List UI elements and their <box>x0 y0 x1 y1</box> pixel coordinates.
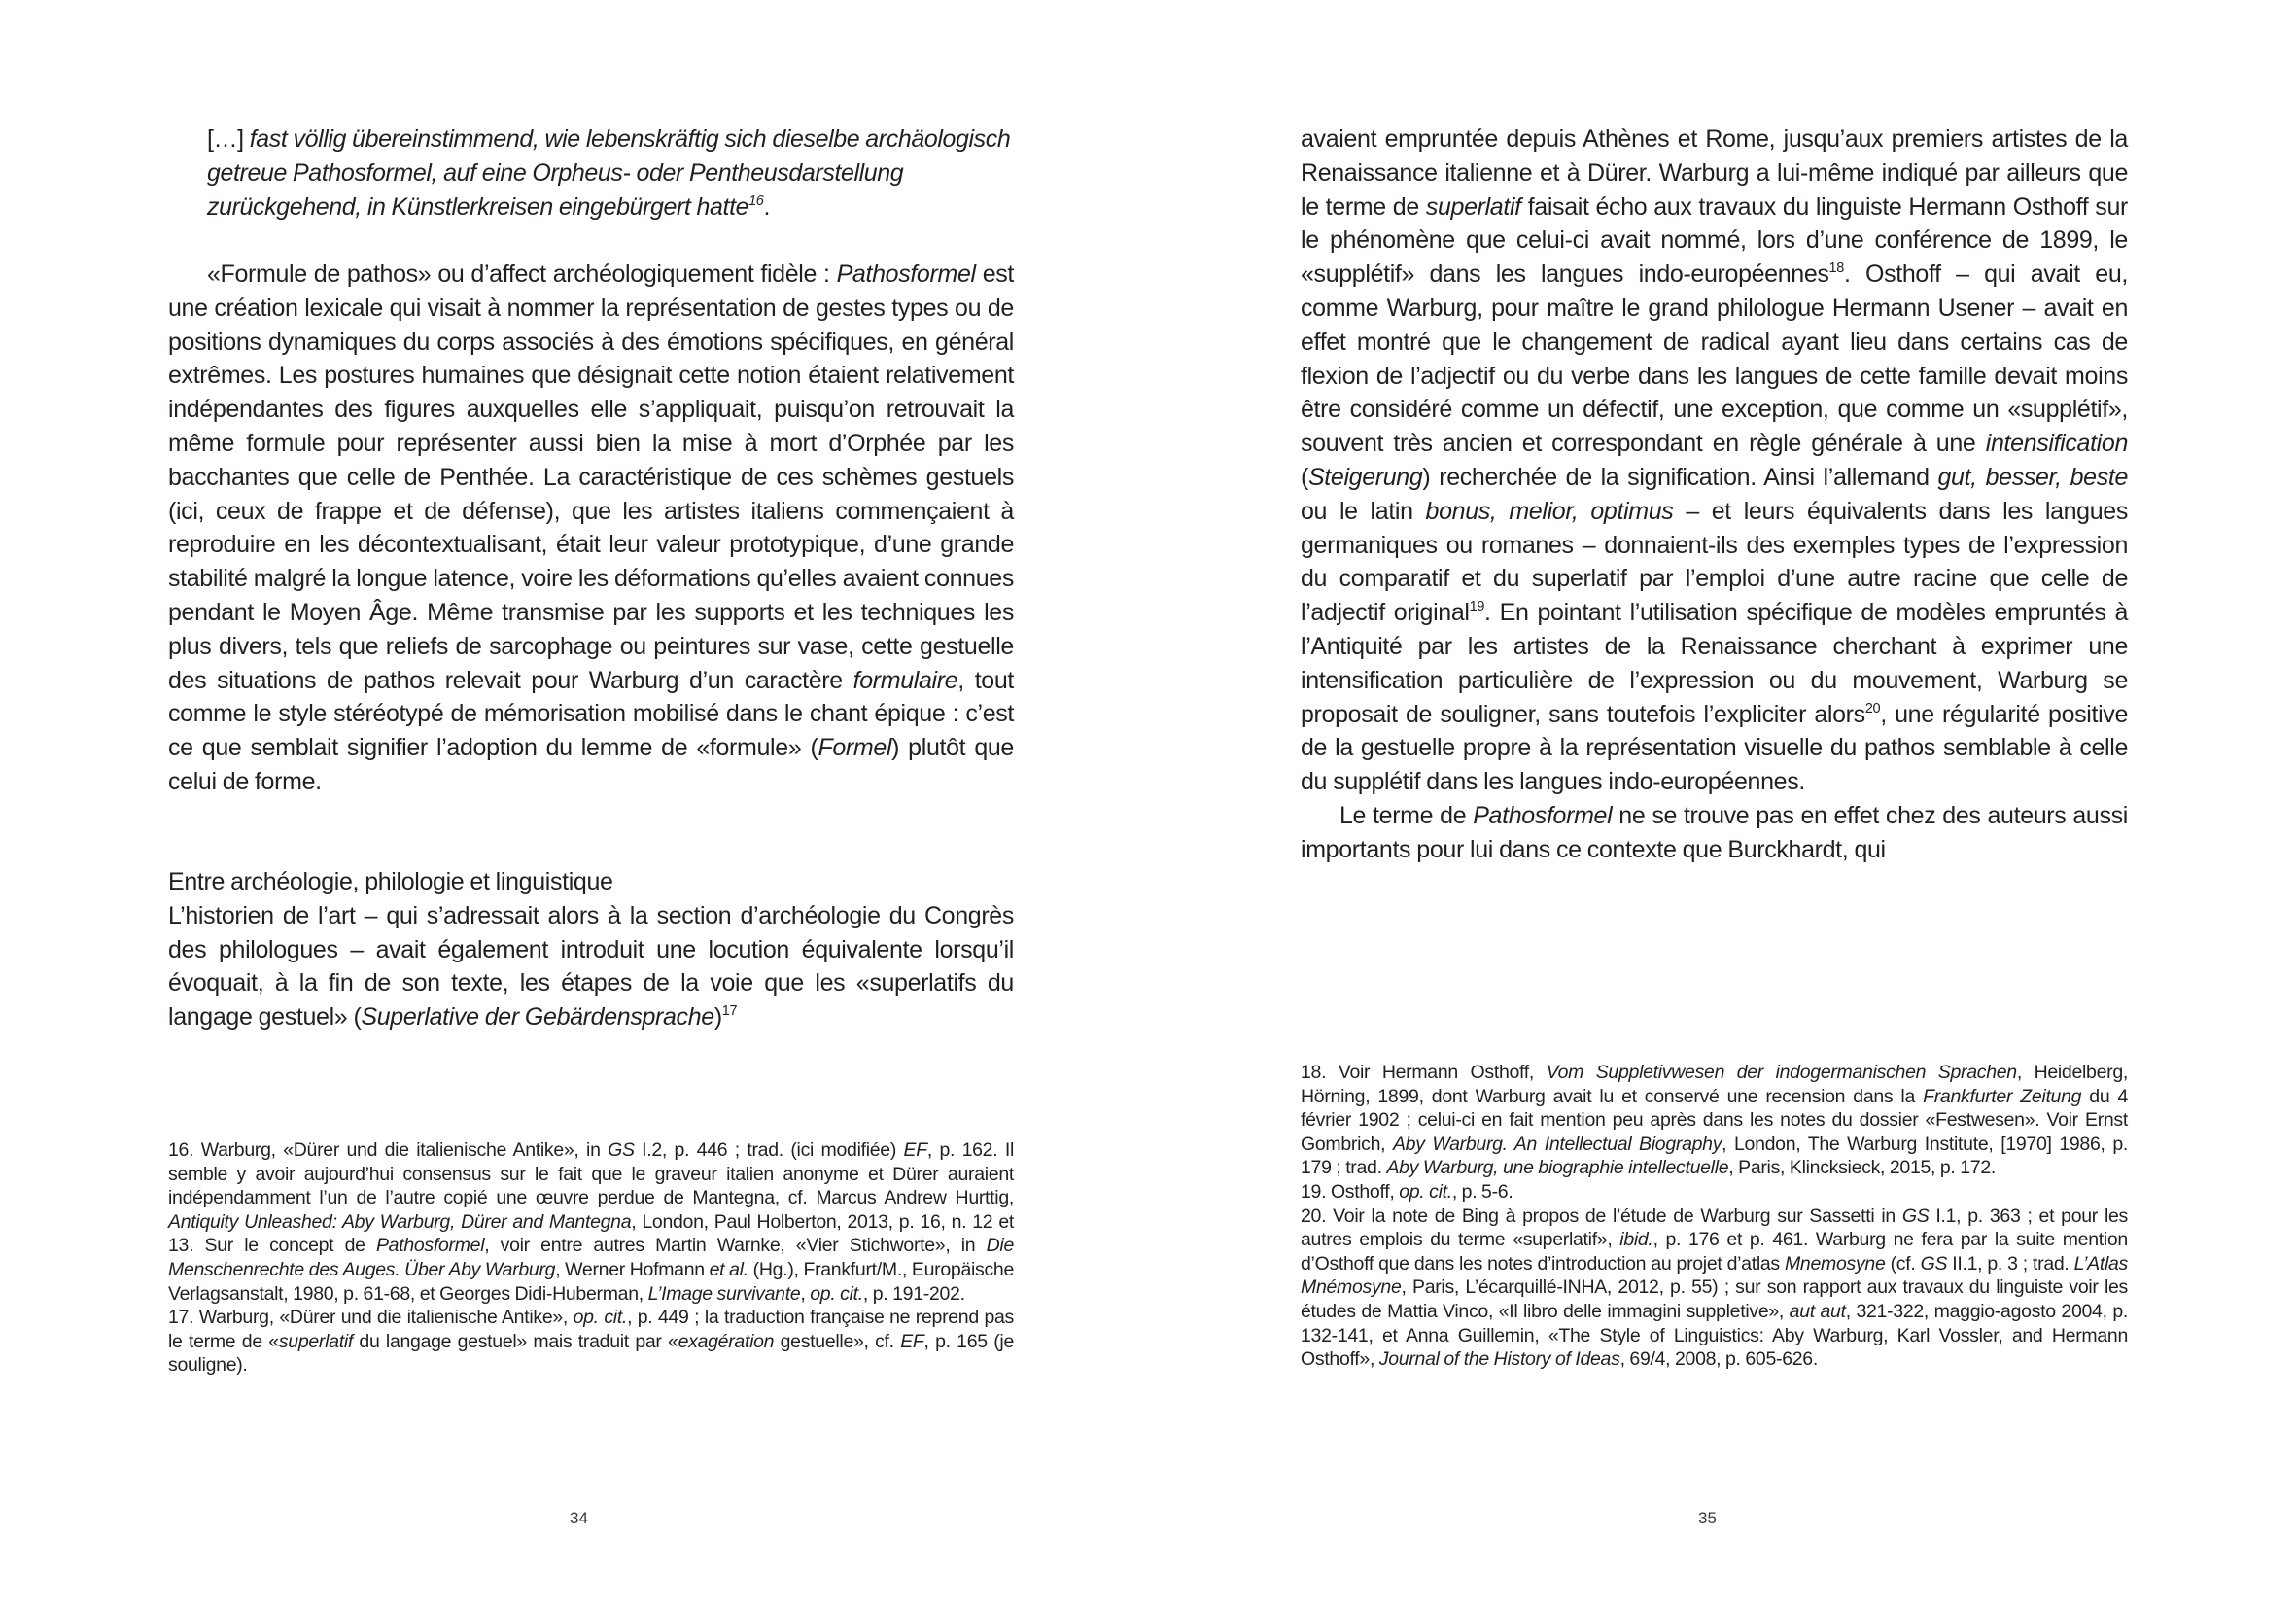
page-number-right: 35 <box>1698 1509 1717 1527</box>
footnote-ref-18[interactable]: 18 <box>1828 261 1844 277</box>
term-superlatif: superlatif <box>1425 192 1521 221</box>
paragraph-suppletif: avaient empruntée depuis Athènes et Rome, jusqu’aux premiers artistes de la Renaissance italienne et à Dürer. Warburg a lui-même indiqué par ailleurs que le terme de superlatif faisait écho aux travaux du linguiste Hermann Osthoff sur le phénomène que celui-ci avait nommé, lors d’une conférence de 1899, le «supplétif» dans les langues indo-européennes$^{18}$. Osthoff – qui avait eu, comme Warburg, pour maître le grand philologue Hermann Usener – avait en effet montré que le changement de radical ayant lieu dans certains cas de flexion de l’adjectif ou du verbe dans les langues de cette famille devait moins être considéré comme un défectif, une exception, que comme un «supplétif», souvent très ancien et correspondant en règle générale à une intensification (Steigerung) recherchée de la signification. Ainsi l’allemand gut, besser, beste ou le latin bonus, melior, optimus – et leurs équivalents dans les langues germaniques ou romanes – donnaient-ils des exemples types de l’expression du comparatif et du superlatif par l’emploi d’une autre racine que celle de l’adjectif original$^{19}$. En pointant l’utilisation spécifique de modèles empruntés à l’Antiquité par les artistes de la Renaissance cherchant à exprimer une intensification particulière de l’expression ou du mouvement, Warburg se proposait de souligner, sans toutefois l’expliciter alors$^{20}$, une régularité positive de la gestuelle propre à la représentation visuelle du pathos semblable à celle du supplétif dans les langues indo-européennes. <box>1301 125 2129 796</box>
footnote-number: 19. <box>1301 1180 1331 1203</box>
quote-text: fast völlig übereinstimmend, wie lebenskräftig sich dieselbe archäologisch getreue Pathosformel, auf eine Orpheus- oder Pentheusdarstellung zurückgehend, in Künstlerkreisen eingebürgert hatte <box>207 125 1011 221</box>
right-main-text <box>1301 122 2128 867</box>
term-formulaire: formulaire <box>852 666 958 694</box>
footnote-ref-20[interactable]: 20 <box>1864 700 1881 716</box>
right-footnotes <box>1301 1061 2128 1372</box>
paragraph-burckhardt: Le terme de Pathosformel ne se trouve pas en effet chez des auteurs aussi importants pour lui dans ce contexte que Burckhardt, qui <box>1301 801 2128 863</box>
footnote-ref-17[interactable]: 17 <box>721 1003 738 1020</box>
left-main-text <box>168 258 1014 799</box>
right-page <box>1148 0 2296 1607</box>
footnote: 19. Osthoff, op. cit., p. 5-6. <box>1301 1180 1513 1203</box>
left-section <box>168 865 1014 1034</box>
page-number-left: 34 <box>570 1509 588 1527</box>
term-superlative: Superlative der Gebärdensprache <box>361 1003 714 1031</box>
term-gut-besser-beste: gut, besser, beste <box>1937 463 2128 491</box>
term-pathosformel-2: Pathosformel <box>1473 801 1613 829</box>
footnote-number: 18. <box>1301 1062 1339 1083</box>
footnote-number: 17. <box>168 1307 199 1329</box>
paragraph-pathosformel: «Formule de pathos» ou d’affect archéologiquement fidèle : Pathosformel est une création lexicale qui visait à nommer la représentation de gestes types ou de positions dynamiques du corps associés à des émotions spécifiques, en général extrêmes. Les postures humaines que désignait cette notion étaient relativement indépendantes des figures auxquelles elle s’appliquait, puisqu’on retrouvait la même formule pour représenter aussi bien la mise à mort d’Orphée par les bacchantes que celle de Penthée. La caractéristique de ces schèmes gestuels (ici, ceux de frappe et de défense), que les artistes italiens commençaient à reproduire en les décontextualisant, était leur valeur prototypique, d’une grande stabilité malgré la longue latence, voire les déformations qu’elles avaient connues pendant le Moyen Âge. Même transmise par les supports et les techniques les plus divers, tels que reliefs de sarcophage ou peintures sur vase, cette gestuelle des situations de pathos relevait pour Warburg d’un caractère formulaire, tout comme le style stéréotypé de mémorisation mobilisé dans le chant épique : c’est ce que semblait signifier l’adoption du lemme de «formule» (Formel) plutôt que celui de forme. <box>168 261 1014 795</box>
footnote-ref-16[interactable]: 16 <box>748 192 764 209</box>
term-intensification: intensification <box>1985 430 2128 458</box>
term-pathosformel: Pathosformel <box>836 261 976 288</box>
footnote-number: 16. <box>168 1139 201 1161</box>
quote-ellipsis: […] <box>207 125 244 153</box>
block-quote: […] fast völlig übereinstimmend, wie lebenskräftig sich dieselbe archäologisch getreue Pathosformel, auf eine Orpheus- oder Pentheusdarstellung zurückgehend, in Künstlerkreisen eingebürgert hatte$^{16}$. <box>207 125 1011 221</box>
footnote: 20. Voir la note de Bing à propos de l’étude de Warburg sur Sassetti in GS I.1, p. 363 ; et pour les autres emplois du terme «superlatif», ibid., p. 176 et p. 461. Warburg ne fera par la suite mention d’Osthoff que dans les notes d’introduction au projet d’atlas Mnemosyne (cf. GS II.1, p. 3 ; trad. L’Atlas Mnémosyne, Paris, L’écarquillé-INHA, 2012, p. 55) ; sur son rapport aux travaux du linguiste voir les études de Mattia Vinco, «Il libro delle immagini suppletive», aut aut, 321-322, maggio-agosto 2004, p. 132-141, et Anna Guillemin, «The Style of Linguistics: Aby Warburg, Karl Vossler, and Hermann Osthoff», Journal of the History of Ideas, 69/4, 2008, p. 605-626. <box>1301 1205 2128 1371</box>
footnote: 17. Warburg, «Dürer und die italienische Antike», op. cit., p. 449 ; la traduction française ne reprend pas le terme de «superlatif du langage gestuel» mais traduit par «exagération gestuelle», cf. EF, p. 165 (je souligne). <box>168 1307 1015 1377</box>
paragraph-historien: L’historien de l’art – qui s’adressait alors à la section d’archéologie du Congrès des philologues – avait également introduit une locution équivalente lorsqu’il évoquait, à la fin de son texte, les étapes de la voie que les «superlatifs du langage gestuel» (Superlative der Gebärdensprache)$^{17}$ <box>168 901 1014 1031</box>
term-formel: Formel <box>818 734 892 762</box>
term-steigerung: Steigerung <box>1307 463 1423 491</box>
footnote: 16. Warburg, «Dürer und die italienische Antike», in GS I.2, p. 446 ; trad. (ici modifiée) EF, p. 162. Il semble y avoir aujourd’hui consensus sur le fait que le graveur italien anonyme et Dürer auraient indépendamment l’un de l’autre copié une œuvre perdue de Mantegna, cf. Marcus Andrew Hurttig, Antiquity Unleashed: Aby Warburg, Dürer and Mantegna, London, Paul Holberton, 2013, p. 16, n. 12 et 13. Sur le concept de Pathosformel, voir entre autres Martin Warnke, «Vier Stichworte», in Die Menschenrechte des Auges. Über Aby Warburg, Werner Hofmann et al. (Hg.), Frankfurt/M., Europäische Verlagsanstalt, 1980, p. 61-68, et Georges Didi-Huberman, L’Image survivante, op. cit., p. 191-202. <box>168 1139 1015 1305</box>
footnote-ref-19[interactable]: 19 <box>1469 599 1485 615</box>
footnote: 18. Voir Hermann Osthoff, Vom Suppletivwesen der indogermanischen Sprachen, Heidelberg, Hörning, 1899, dont Warburg avait lu et conservé une recension dans la Frankfurter Zeitung du 4 février 1902 ; celui-ci en fait mention peu après dans les notes du dossier «Festwesen». Voir Ernst Gombrich, Aby Warburg. An Intellectual Biography, London, The Warburg Institute, [1970] 1986, p. 179 ; trad. Aby Warburg, une biographie intellectuelle, Paris, Klincksieck, 2015, p. 172. <box>1301 1062 2129 1179</box>
section-heading: Entre archéologie, philologie et linguistique <box>168 868 613 895</box>
term-bonus-melior-optimus: bonus, melior, optimus <box>1425 497 1674 525</box>
footnote-number: 20. <box>1301 1205 1334 1227</box>
left-footnotes <box>168 1138 1014 1378</box>
